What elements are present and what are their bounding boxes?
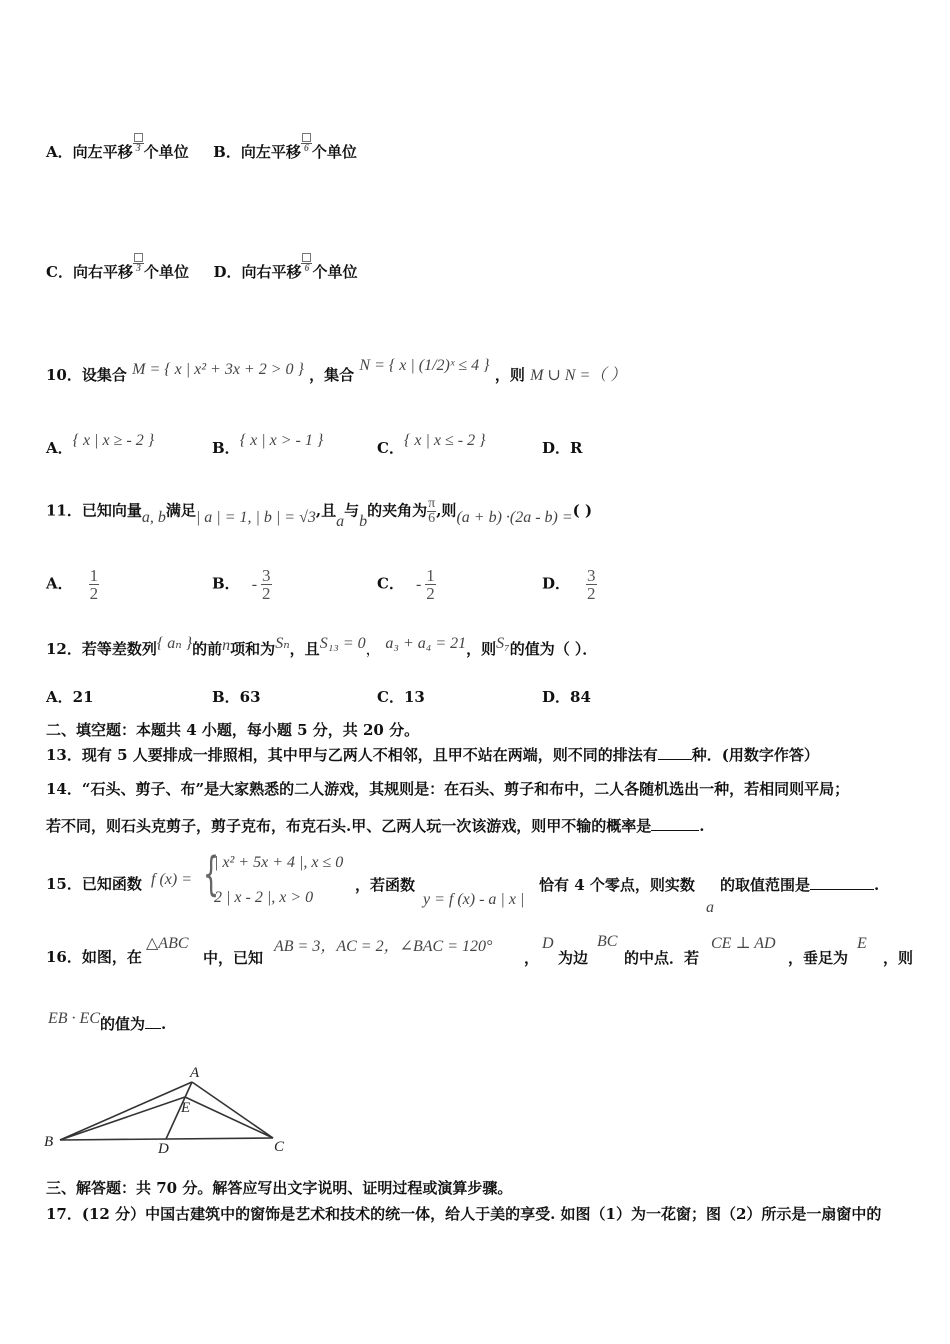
q16-d: D bbox=[542, 935, 554, 952]
pi-placeholder-icon bbox=[134, 133, 143, 142]
q10-mid: ，集合 bbox=[309, 366, 355, 384]
q10-stem bbox=[46, 357, 627, 386]
q10-ask: M ∪ N =（ ） bbox=[530, 367, 627, 384]
q11-option-d-fraction: $\frac{3}{2}$ bbox=[587, 566, 596, 603]
label-d: D bbox=[158, 1141, 169, 1157]
q10-option-a: A．{ x | x ≥ - 2 } bbox=[46, 432, 155, 457]
q15-a: a bbox=[706, 899, 714, 916]
q16-blank bbox=[145, 1014, 161, 1029]
q12-n: n bbox=[222, 637, 231, 654]
q9-option-b-fraction: 6 bbox=[301, 133, 312, 154]
q14-line2-text: 若不同，则石头克剪子，剪子克布，布克石头.甲、乙两人玩一次该游戏，则甲不输的概率是 bbox=[46, 817, 652, 835]
q16-lead: 16．如图，在 bbox=[46, 948, 142, 966]
q14-tail: . bbox=[699, 817, 705, 835]
q13-blank bbox=[658, 745, 692, 760]
q12-option-c: C．13 bbox=[377, 688, 425, 706]
q12-t5: 的值为（ ）． bbox=[509, 640, 598, 658]
q10-then: ，则 bbox=[494, 366, 525, 384]
q14-blank bbox=[651, 816, 699, 831]
q11-option-a-fraction: $\frac{1}{2}$ bbox=[89, 566, 99, 603]
line-be bbox=[60, 1097, 185, 1140]
q11-expr: (a + b) ·(2a - b) = bbox=[456, 508, 573, 526]
q13-text: 13．现有 5 人要排成一排照相，其中甲与乙两人不相邻，且甲不站在两端，则不同的排法有 bbox=[46, 746, 658, 764]
q11-option-c: C． - $\frac{1}{2}$ bbox=[377, 566, 435, 603]
line-ce bbox=[185, 1097, 273, 1138]
q11-option-a: A． $\frac{1}{2}$ bbox=[46, 566, 99, 603]
q16-e: E bbox=[857, 935, 867, 952]
q12-seq: { aₙ } bbox=[156, 635, 193, 652]
q15-case1: | x² + 5x + 4 |, x ≤ 0 bbox=[214, 854, 344, 871]
q15-t3 bbox=[720, 874, 879, 895]
q9-option-d-text: 向右平移 bbox=[241, 263, 302, 281]
q11-a: a bbox=[336, 512, 345, 530]
q15-fx: f (x) = bbox=[151, 871, 192, 888]
q13-tail: 种．(用数字作答） bbox=[691, 746, 819, 764]
q16-t3: 的中点．若 bbox=[624, 949, 700, 967]
q15-mid: ，若函数 bbox=[355, 876, 416, 894]
q12-option-d: D．84 bbox=[542, 688, 591, 706]
q10-option-b-expr: { x | x > - 1 } bbox=[239, 432, 324, 449]
q16-comma: ， bbox=[524, 949, 540, 967]
q9-options-row2 bbox=[46, 253, 358, 282]
q16-tail: . bbox=[161, 1015, 167, 1033]
piecewise-brace-icon: { bbox=[203, 847, 220, 901]
section2-heading: 二、填空题：本题共 4 小题，每小题 5 分，共 20 分。 bbox=[46, 721, 420, 739]
q11-option-c-fraction: $\frac{1}{2}$ bbox=[426, 566, 435, 603]
q11-with: 与 bbox=[344, 501, 360, 520]
q9-option-a-text: 向左平移 bbox=[72, 143, 133, 161]
q12-cond2: a₃ + a₄ = 21 bbox=[385, 635, 467, 652]
q10-set-n: N = { x | (1/2)ˣ ≤ 4 } bbox=[359, 357, 490, 374]
q16-line2 bbox=[48, 1010, 167, 1034]
q11-satisfy: 满足 bbox=[165, 501, 196, 520]
q9-option-a-fraction: 3 bbox=[133, 133, 144, 154]
q16-t2: 为边 bbox=[558, 949, 589, 967]
pi-placeholder-icon bbox=[134, 253, 143, 262]
label-c: C bbox=[274, 1139, 285, 1155]
q12-lead: 12．若等差数列 bbox=[46, 640, 157, 658]
q9-option-b-label: B． bbox=[213, 143, 241, 161]
q17-text: 17．(12 分）中国古建筑中的窗饰是艺术和技术的统一体，给人于美的享受. 如图（1）为一花窗；图（2）所示是一扇窗中的 bbox=[46, 1205, 882, 1223]
q16-triangle: △ABC bbox=[146, 935, 189, 952]
q13 bbox=[46, 745, 819, 765]
q12-t1: 的前 bbox=[192, 640, 223, 658]
q11-b: b bbox=[359, 512, 368, 530]
q16-t6: 的值为 bbox=[100, 1015, 146, 1033]
q11-angle-fraction: $\frac{\pi}{6}$ bbox=[428, 496, 436, 526]
q15-case2: 2 | x - 2 |, x > 0 bbox=[214, 889, 314, 906]
q10-option-c-expr: { x | x ≤ - 2 } bbox=[403, 432, 486, 449]
q15-t3-text: 的取值范围是 bbox=[720, 876, 811, 894]
q12-t3: ，且 bbox=[289, 640, 320, 658]
q12-cond1: S₁₃ = 0 bbox=[319, 635, 366, 652]
q16-cond: AB = 3，AC = 2，∠BAC = 120° bbox=[274, 938, 493, 955]
q10-lead: 10．设集合 bbox=[46, 366, 127, 384]
q15-blank bbox=[810, 875, 874, 890]
q12-t4: ，则 bbox=[466, 640, 497, 658]
q11-option-b-fraction: $\frac{3}{2}$ bbox=[262, 566, 271, 603]
minus-sign: - bbox=[415, 575, 422, 593]
q12-sn: Sₙ bbox=[275, 635, 290, 652]
q9-option-c-text: 向右平移 bbox=[72, 263, 133, 281]
q11-option-b: B． - $\frac{3}{2}$ bbox=[212, 566, 271, 603]
q12-t2: 项和为 bbox=[230, 640, 276, 658]
label-a: A bbox=[190, 1065, 200, 1081]
q11-paren: ( ) bbox=[572, 501, 593, 520]
q12-s7: S₇ bbox=[496, 635, 510, 652]
q15-tail: . bbox=[874, 876, 880, 894]
q16-expr: EB · EC bbox=[48, 1010, 100, 1027]
q16-t5: ，则 bbox=[883, 949, 914, 967]
line-ba bbox=[60, 1082, 192, 1140]
q9-option-a-label: A． bbox=[46, 143, 73, 161]
label-e: E bbox=[181, 1100, 191, 1116]
q11-cond: | a | = 1, | b | = √3 bbox=[195, 508, 316, 526]
line-ac bbox=[192, 1082, 273, 1138]
q9-option-c-fraction: 3 bbox=[133, 253, 144, 274]
q16-bc: BC bbox=[597, 933, 618, 950]
q16-perp: CE ⊥ AD bbox=[711, 935, 776, 952]
q10-set-m: M = { x | x² + 3x + 2 > 0 } bbox=[132, 361, 304, 378]
q9-option-c-label: C． bbox=[46, 263, 73, 281]
q15-lead: 15．已知函数 bbox=[46, 875, 142, 893]
triangle-figure bbox=[40, 1060, 300, 1160]
q11-then: ,则 bbox=[436, 501, 457, 520]
q10-option-c: C．{ x | x ≤ - 2 } bbox=[377, 432, 486, 457]
q11-option-d: D． $\frac{3}{2}$ bbox=[542, 566, 596, 603]
q16-t4: ，垂足为 bbox=[788, 949, 849, 967]
q9-option-b-tail: 个单位 bbox=[311, 143, 357, 161]
minus-sign: - bbox=[251, 575, 258, 593]
q15-t2: 恰有 4 个零点，则实数 bbox=[539, 876, 695, 894]
q10-option-b: B．{ x | x > - 1 } bbox=[212, 432, 324, 457]
q11-angle-text: 的夹角为 bbox=[367, 501, 428, 520]
q9-option-d-label: D． bbox=[213, 263, 242, 281]
q14-line1: 14．“石头、剪子、布”是大家熟悉的二人游戏，其规则是：在石头、剪子和布中，二人各随机选出一种，若相同则平局； bbox=[46, 780, 850, 798]
q9-option-d-fraction: 6 bbox=[301, 253, 312, 274]
q14-line2 bbox=[46, 816, 704, 836]
q11-stem bbox=[46, 496, 593, 530]
q15-yfunc: y = f (x) - a | x | bbox=[423, 891, 525, 908]
q11-lead: 11．已知向量 bbox=[46, 501, 142, 520]
q9-options-row1 bbox=[46, 133, 357, 162]
q9-option-d-tail: 个单位 bbox=[312, 263, 358, 281]
label-b: B bbox=[44, 1134, 54, 1150]
q10-option-a-expr: { x | x ≥ - 2 } bbox=[72, 432, 155, 449]
q12-option-b: B．63 bbox=[212, 688, 261, 706]
q12-option-a: A．21 bbox=[46, 688, 94, 706]
q9-option-b-text: 向左平移 bbox=[240, 143, 301, 161]
q11-and: ,且 bbox=[315, 501, 337, 520]
q10-option-d: D．R bbox=[542, 439, 583, 457]
q11-vars: a, b bbox=[141, 508, 166, 526]
pi-placeholder-icon bbox=[302, 133, 311, 142]
q12-stem: 12．若等差数列{ aₙ }的前n项和为Sₙ，且S₁₃ = 0， a₃ + a₄ = 21，则S₇的值为（ ）． bbox=[46, 635, 598, 658]
section3-heading: 三、解答题：共 70 分。解答应写出文字说明、证明过程或演算步骤。 bbox=[46, 1179, 513, 1197]
q9-option-c-tail: 个单位 bbox=[143, 263, 189, 281]
pi-placeholder-icon bbox=[302, 253, 311, 262]
q16-t1: 中，已知 bbox=[203, 949, 264, 967]
q9-option-a-tail: 个单位 bbox=[143, 143, 189, 161]
